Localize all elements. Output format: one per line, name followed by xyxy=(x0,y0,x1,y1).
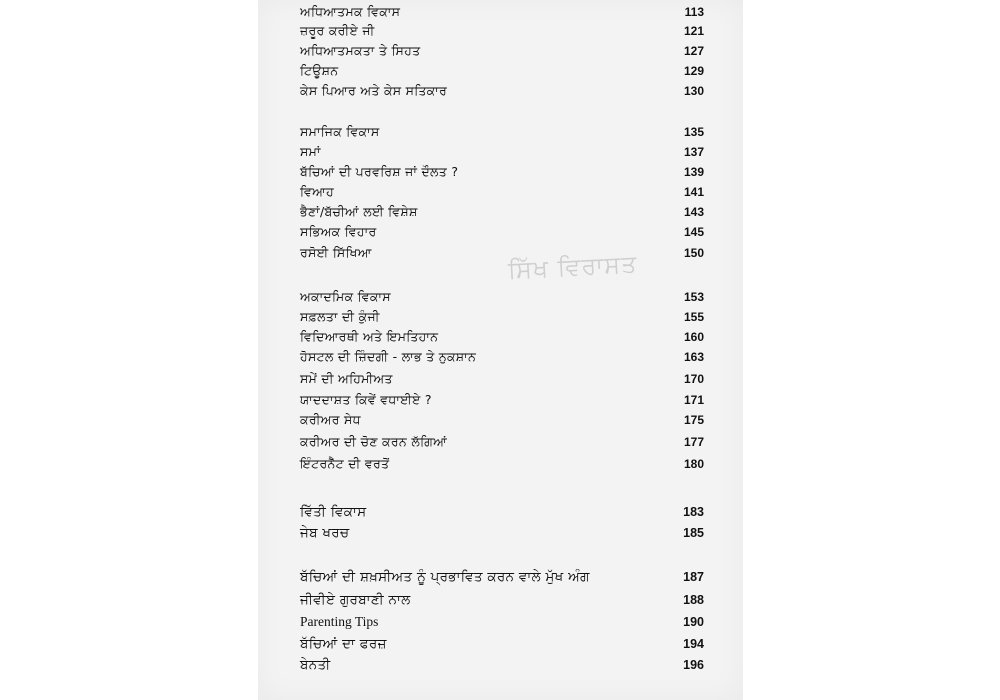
toc-entry-page-number: 121 xyxy=(683,24,704,38)
toc-entry-title: ਸਮਾਜਿਕ ਵਿਕਾਸ xyxy=(300,124,380,139)
toc-entry xyxy=(300,288,704,306)
toc-entry-page-number: 170 xyxy=(683,372,704,386)
toc-entry-page-number: 190 xyxy=(683,615,704,629)
toc-entry-title: ਕਰੀਅਰ ਸੇਧ xyxy=(300,412,361,427)
toc-entry-page-number: 141 xyxy=(683,185,704,199)
toc-entry xyxy=(300,568,704,586)
toc-entry xyxy=(300,635,704,653)
toc-entry-page-number: 187 xyxy=(683,570,704,584)
toc-entry-title: ਬੱਚਿਆਂ ਦਾ ਫਰਜ਼ xyxy=(300,636,387,652)
toc-entry-page-number: 155 xyxy=(683,310,704,324)
toc-entry xyxy=(300,348,704,366)
toc-entry-page-number: 113 xyxy=(684,5,704,19)
toc-entry-page-number: 188 xyxy=(683,593,704,607)
toc-entry-title: ਰਸੋਈ ਸਿੱਖਿਆ xyxy=(300,245,372,260)
toc-entry-title: ਕੇਸ ਪਿਆਰ ਅਤੇ ਕੇਸ ਸਤਿਕਾਰ xyxy=(300,83,448,98)
toc-entry xyxy=(300,503,704,521)
toc-entry xyxy=(300,244,704,262)
toc-entry-page-number: 153 xyxy=(683,290,704,304)
toc-entry-title: ਬੇਨਤੀ xyxy=(300,657,331,673)
toc-entry-title: ਹੋਸਟਲ ਦੀ ਜ਼ਿੰਦਗੀ - ਲਾਭ ਤੇ ਨੁਕਸ਼ਾਨ xyxy=(300,349,477,364)
toc-entry xyxy=(300,591,704,609)
watermark-text: ਸਿੱਖ ਵਿਰਾਸਤ xyxy=(507,249,639,285)
toc-entry-title: ਇੰਟਰਨੈੱਟ ਦੀ ਵਰਤੋਂ xyxy=(300,456,390,471)
toc-entry xyxy=(300,656,704,674)
toc-entry-title: ਜੇਬ ਖਰਚ xyxy=(300,525,350,541)
toc-entry-page-number: 175 xyxy=(683,413,704,427)
toc-entry-page-number: 150 xyxy=(683,246,704,260)
toc-entry-title: ਟਿਊਸ਼ਨ xyxy=(300,63,339,78)
toc-entry-title: ਅਕਾਦਮਿਕ ਵਿਕਾਸ xyxy=(300,289,391,304)
toc-entry-title: ਬੱਚਿਆਂ ਦੀ ਪਰਵਰਿਸ਼ ਜਾਂ ਦੌਲਤ ? xyxy=(300,164,459,179)
toc-entry-title: Parenting Tips xyxy=(300,614,379,629)
toc-entry xyxy=(300,308,704,326)
toc-entry-title: ਵਿਦਿਆਰਥੀ ਅਤੇ ਇਮਤਿਹਾਨ xyxy=(300,329,439,344)
toc-entry xyxy=(300,328,704,346)
toc-entry xyxy=(300,62,704,80)
toc-entry-title: ਵਿੱਤੀ ਵਿਕਾਸ xyxy=(300,504,367,520)
toc-entry-title: ਸਮਾਂ xyxy=(300,144,321,159)
toc-entry-title: ਭੈਣਾਂ/ਬੱਚੀਆਂ ਲਈ ਵਿਸ਼ੇਸ਼ xyxy=(300,204,418,219)
toc-entry xyxy=(300,22,704,40)
toc-entry-page-number: 129 xyxy=(683,64,704,78)
toc-entry xyxy=(300,455,704,473)
toc-entry-title: ਯਾਦਦਾਸ਼ਤ ਕਿਵੇਂ ਵਧਾਈਏ ? xyxy=(300,392,432,407)
toc-entry-page-number: 196 xyxy=(683,658,704,672)
toc-entry xyxy=(300,3,704,21)
toc-entry-page-number: 143 xyxy=(683,205,704,219)
toc-entry-title: ਅਧਿਆਤਮਕਤਾ ਤੇ ਸਿਹਤ xyxy=(300,43,421,58)
toc-entry-page-number: 180 xyxy=(683,457,704,471)
toc-entry-title: ਜੀਵੀਏ ਗੁਰਬਾਣੀ ਨਾਲ xyxy=(300,592,411,608)
toc-entry xyxy=(300,163,704,181)
toc-entry xyxy=(300,433,704,451)
toc-entry-page-number: 185 xyxy=(683,526,704,540)
toc-entry xyxy=(300,183,704,201)
toc-entry xyxy=(300,391,704,409)
toc-entry xyxy=(300,411,704,429)
toc-entry-page-number: 145 xyxy=(683,225,704,239)
toc-entry-page-number: 160 xyxy=(683,330,704,344)
toc-entry-page-number: 194 xyxy=(683,637,704,651)
toc-entry-page-number: 171 xyxy=(683,393,704,407)
toc-entry-title: ਵਿਆਹ xyxy=(300,184,335,199)
toc-entry xyxy=(300,82,704,100)
toc-entry xyxy=(300,203,704,221)
toc-entry-title: ਸਭਿਅਕ ਵਿਹਾਰ xyxy=(300,224,377,239)
toc-entry-page-number: 177 xyxy=(683,435,704,449)
toc-entry-page-number: 135 xyxy=(683,125,704,139)
toc-entry-page-number: 137 xyxy=(683,145,704,159)
toc-entry-title: ਸਫ਼ਲਤਾ ਦੀ ਕੁੰਜੀ xyxy=(300,309,380,324)
toc-entry xyxy=(300,123,704,141)
toc-entry xyxy=(300,613,704,631)
toc-entry xyxy=(300,42,704,60)
toc-entry-title: ਅਧਿਆਤਮਕ ਵਿਕਾਸ xyxy=(300,4,401,19)
toc-entry-page-number: 163 xyxy=(683,350,704,364)
toc-entry-title: ਕਰੀਅਰ ਦੀ ਚੋਣ ਕਰਨ ਲੱਗਿਆਂ xyxy=(300,434,448,449)
toc-entry-title: ਬੱਚਿਆਂ ਦੀ ਸ਼ਖ਼ਸੀਅਤ ਨੂੰ ਪ੍ਰਭਾਵਿਤ ਕਰਨ ਵਾਲੇ ਮੁੱਖ ਅੰਗ xyxy=(300,569,590,585)
toc-entry xyxy=(300,223,704,241)
toc-entry xyxy=(300,370,704,388)
toc-entry-title: ਜ਼ਰੂਰ ਕਰੀਏ ਜੀ xyxy=(300,23,375,38)
toc-entry-page-number: 139 xyxy=(683,165,704,179)
toc-entry xyxy=(300,524,704,542)
toc-entry xyxy=(300,143,704,161)
toc-entry-title: ਸਮੇਂ ਦੀ ਅਹਿਮੀਅਤ xyxy=(300,371,393,386)
toc-entry-page-number: 183 xyxy=(683,505,704,519)
toc-entry-page-number: 130 xyxy=(683,84,704,98)
toc-entry-page-number: 127 xyxy=(683,44,704,58)
